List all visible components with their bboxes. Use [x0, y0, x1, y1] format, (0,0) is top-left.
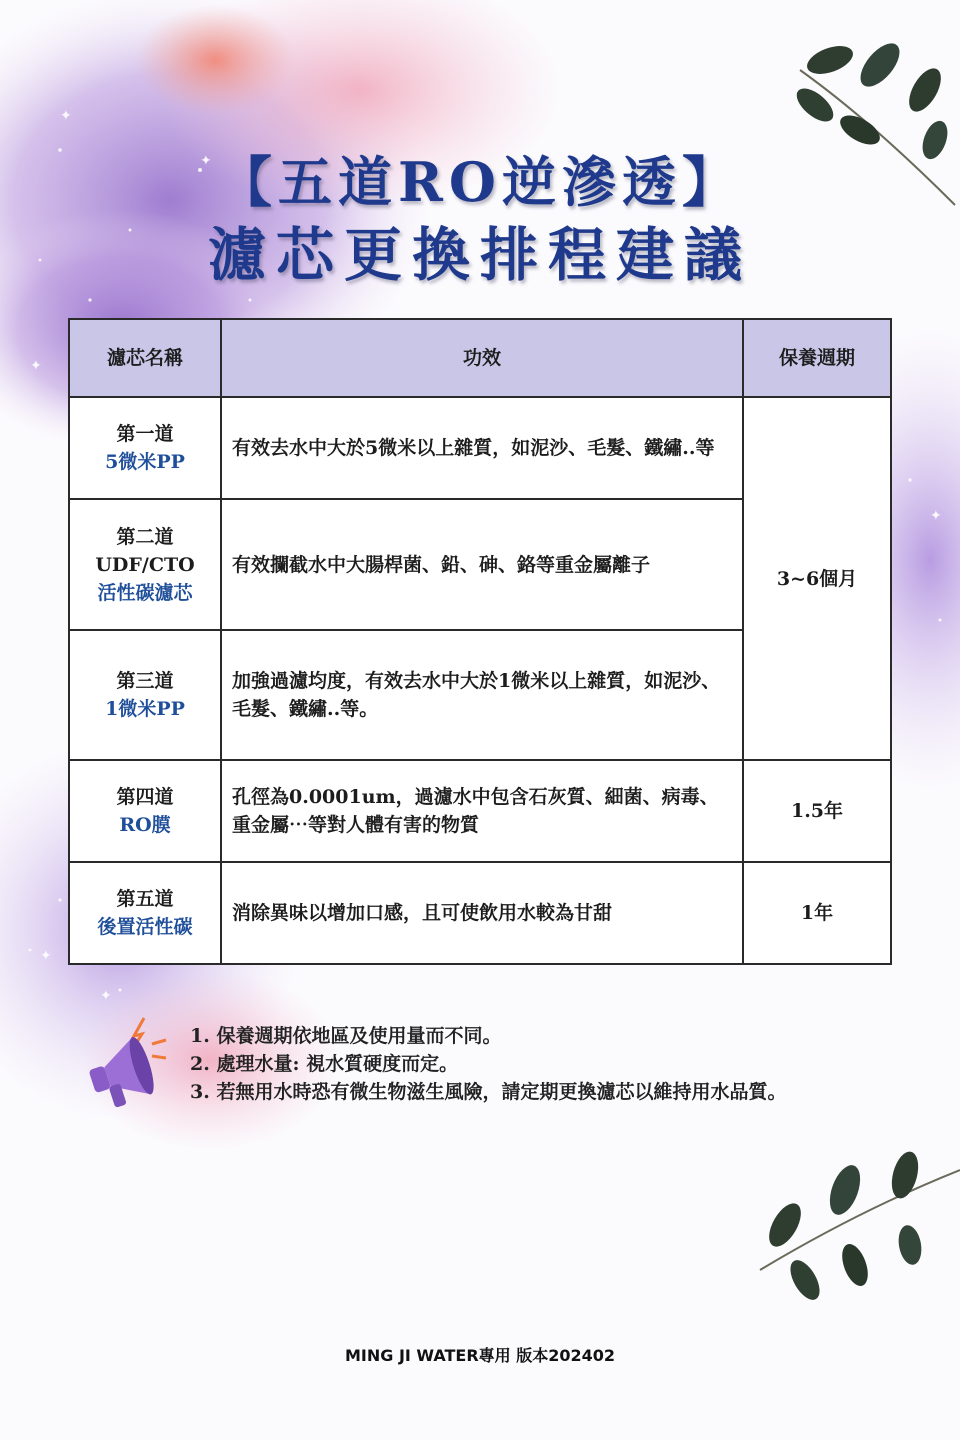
filter-name-cell: [69, 397, 221, 499]
filter-name-cell: [69, 760, 221, 862]
header-maintenance-cycle: 保養週期: [743, 319, 891, 397]
table-header-row: [69, 319, 891, 397]
effect-cell: 有效去水中大於5微米以上雜質，如泥沙、毛髮、鐵繡..等: [221, 397, 743, 499]
table-row: [69, 862, 891, 964]
stage-label: 第四道: [116, 786, 174, 808]
svg-text:✦: ✦: [100, 988, 112, 1004]
svg-text:✦: ✦: [200, 153, 212, 169]
filter-spec: 5微米PP: [105, 451, 185, 473]
svg-text:✦: ✦: [30, 358, 42, 374]
effect-cell: 加強過濾均度，有效去水中大於1微米以上雜質，如泥沙、毛髮、鐵繡..等。: [221, 630, 743, 760]
filter-name-cell: [69, 499, 221, 630]
effect-cell: 有效攔截水中大腸桿菌、鉛、砷、鉻等重金屬離子: [221, 499, 743, 630]
footer-text: MING JI WATER專用 版本202402: [344, 1346, 616, 1365]
filter-schedule-table: [68, 318, 892, 965]
filter-name-cell: [69, 862, 221, 964]
table-row: [69, 760, 891, 862]
effect-cell: 消除異味以增加口感，且可使飲用水較為甘甜: [221, 862, 743, 964]
header-filter-name: 濾芯名稱: [69, 319, 221, 397]
stage-label: 第三道: [116, 670, 174, 692]
filter-spec-detail: 活性碳濾芯: [97, 581, 193, 604]
cycle-cell: 1年: [743, 862, 891, 964]
header-effect: 功效: [221, 319, 743, 397]
filter-spec: 後置活性碳: [97, 916, 193, 938]
notes-list: [190, 1022, 786, 1106]
stage-label: 第一道: [116, 423, 174, 445]
page-title: 【五道RO逆滲透】: [218, 150, 742, 214]
page-subtitle: 濾芯更換排程建議: [207, 221, 752, 289]
cycle-cell: 1.5年: [743, 760, 891, 862]
svg-text:✦: ✦: [60, 108, 72, 124]
note-item: 3. 若無用水時恐有微生物滋生風險，請定期更換濾芯以維持用水品質。: [190, 1081, 787, 1103]
leaf-branch-icon: [740, 1130, 960, 1310]
filter-name-cell: [69, 630, 221, 760]
svg-text:✦: ✦: [930, 508, 942, 524]
stage-label: 第五道: [116, 888, 174, 910]
stage-label: 第二道: [116, 525, 174, 548]
note-item: 1. 保養週期依地區及使用量而不同。: [190, 1025, 502, 1047]
svg-text:✦: ✦: [40, 948, 52, 964]
filter-spec: 1微米PP: [105, 698, 185, 720]
filter-spec: UDF/CTO: [95, 553, 195, 576]
megaphone-icon: [82, 1010, 172, 1110]
effect-cell: 孔徑為0.0001um，過濾水中包含石灰質、細菌、病毒、重金屬⋯等對人體有害的物質: [221, 760, 743, 862]
filter-spec: RO膜: [119, 814, 171, 836]
cycle-cell: 3~6個月: [743, 397, 891, 760]
note-item: 2. 處理水量: 視水質硬度而定。: [190, 1053, 459, 1075]
table-row: [69, 397, 891, 499]
